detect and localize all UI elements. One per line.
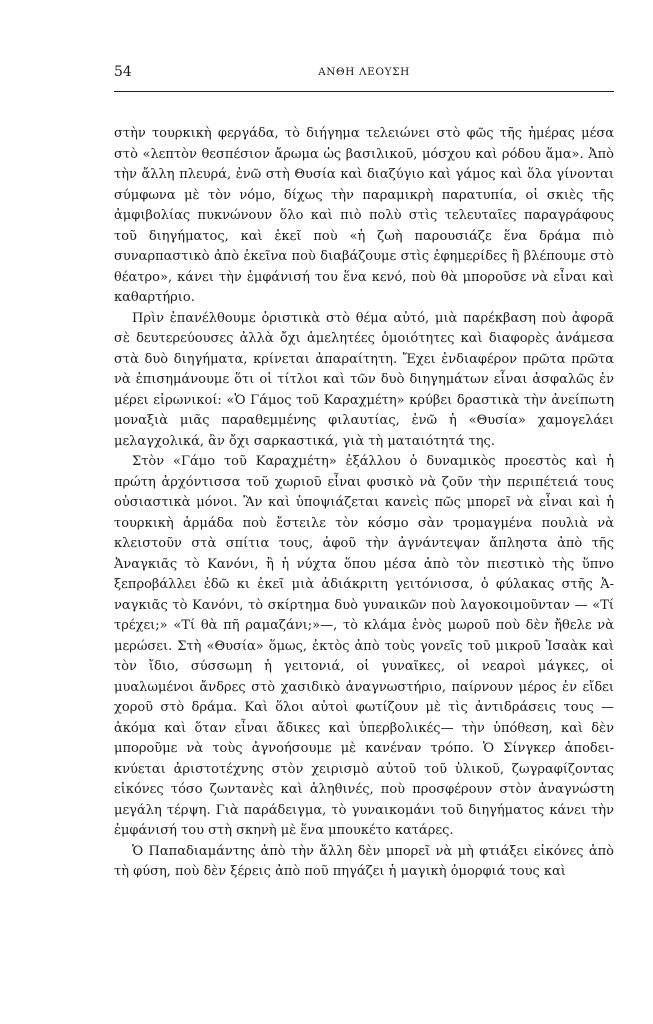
running-title: ΑΝΘΗ ΛΕΟΥΣΗ — [318, 66, 410, 78]
page-header — [114, 64, 614, 86]
page-number: 54 — [114, 64, 132, 80]
paragraph: Πρὶν ἐπανέλθουμε ὁριστικὰ στὸ θέμα αὐτό, μιὰ παρέκβαση ποὺ ἀφορᾶ σὲ δευτερεύουσες ἀλλὰ ὄχι ἀμελητέες ὁμοιότητες καὶ διαφορὲς ἀνάμεσα στὰ δυὸ διηγήματα, κρίνεται ἀπαραίτητη. Ἔχει ἐνδιαφέρον πρῶτα πρῶτα νὰ ἐπισημάνουμε ὅτι οἱ τίτλοι καὶ τῶν δυὸ διηγημάτων εἶναι ἀσφαλῶς ἐν μέρει εἰρωνικοί: «Ὁ Γάμος τοῦ Καραχμέτη» κρύβει δραστικὰ τὴν ἀνείπωτη μοναξιὰ μιᾶς παραθεμμένης φιλαυτίας, ἐνῶ ἡ «Θυσία» χαμογελάει μελαγχολικά, ἂν ὄχι σαρκαστικά, γιὰ τὴ ματαιότητά της. — [114, 310, 614, 449]
paragraph: Ὁ Παπαδιαμάντης ἀπὸ τὴν ἄλλη δὲν μπορεῖ νὰ μὴ φτιάξει εἰκόνες ἀπὸ τὴ φύση, ποὺ δὲν ξέρεις ἀπὸ ποῦ πηγάζει ἡ μαγικὴ ὀμορφιά τους καὶ — [114, 843, 614, 879]
paragraph: στὴν τουρκικὴ φεργάδα, τὸ διήγημα τελειώνει στὸ φῶς τῆς ἡμέρας μέσα στὸ «λεπτὸν θεσπέσιον ἄρωμα ὡς βασιλικοῦ, μόσχου καὶ ρόδου ἅμα». Ἀπὸ τὴν ἄλλη πλευρά, ἐνῶ στὴ Θυσία καὶ διαζύγιο καὶ γάμος καὶ ὅλα γίνονται σύμφωνα μὲ τὸν νόμο, δίχως τὴν παραμικρὴ παρατυπία, οἱ σκιὲς τῆς ἀμφιβολίας πυκνώνουν ὅλο καὶ πιὸ πολὺ στὶς τελευταῖες παραγράφους τοῦ διηγήματος, καὶ ἐκεῖ ποὺ «ἡ ζωὴ παρουσιάζε ἕνα δράμα πιὸ συναρπαστικὸ ἀπὸ ἐκεῖνα ποὺ διαβάζουμε στὶς ἐφημερίδες ἢ βλέπουμε στὸ θέατρο», κάνει τὴν ἐμφάνισή του ἕνα κενό, ποὺ θὰ μποροῦσε νὰ εἶναι καὶ καθαρτήριο. — [114, 126, 614, 305]
header-rule — [114, 91, 614, 92]
body-text — [114, 124, 614, 883]
paragraph: Στὸν «Γάμο τοῦ Καραχμέτη» ἐξάλλου ὁ δυναμικὸς προεστὸς καὶ ἡ πρώτη ἀρχόντισσα τοῦ χωριοῦ εἶναι φυσικὸ νὰ ζοῦν τὴν περιπέτειά τους οὐσιαστικὰ μόνοι. Ἂν καὶ ὑποψιάζεται κανεὶς πῶς μπορεῖ νὰ εἶναι καὶ ἡ τουρκικὴ ἀρμάδα ποὺ ἔστειλε τὸν κόσμο σὰν τρομαγμένα πουλιὰ νὰ κλειστοῦν στὰ σπίτια τους, ἀφοῦ τὴν ἀγνάντεψαν ἄπληστα ἀπὸ τῆς Ἀναγκιᾶς τὸ Κανόνι, ἢ ἡ νύχτα ὅπου μέσα ἀπὸ τὸν πιεστικὸ τὴς ὕπνο ξεπροβάλλει ἐδῶ κι ἐκεῖ μιὰ ἀδιάκριτη γειτόνισσα, ὁ φύλακας στῆς Ἀναγκιᾶς τὸ Κανόνι, τὸ σκίρτημα δυὸ γυναικῶν ποὺ λαγοκοιμοῦνταν — «Τί τρέχει;» «Τί θὰ πῆ ραμαζάνι;»—, τὸ κλάμα ἑνὸς μωροῦ ποὺ δὲν ἤθελε νὰ μερώσει. Στὴ «Θυσία» ὅμως, ἐκτὸς ἀπὸ τοὺς γονεῖς τοῦ μικροῦ Ἰσαὰκ καὶ τὸν ἴδιο, σύσσωμη ἡ γειτονιά, οἱ γυναῖκες, οἱ νεαροὶ μάγκες, οἱ μυαλωμένοι ἄνδρες στὸ χασιδικὸ ἀναγνωστήριο, παίρνουν μέρος ἐν εἴδει χοροῦ στὸ δράμα. Καὶ ὅλοι αὐτοὶ φωτίζουν μὲ τὶς ἀντιδράσεις τους —ἀκόμα καὶ ὅταν εἶναι ἄδικες καὶ ὑπερβολικές— τὴν ὑπόθεση, καὶ δὲν μποροῦμε νὰ τοὺς ἀγνοήσουμε μὲ κανέναν τρόπο. Ὁ Σίνγκερ ἀποδεικνύεται ἀριστοτέχνης στὸν χειρισμὸ αὐτοῦ τοῦ ὑλικοῦ, ζωγραφίζοντας εἰκόνες τόσο ζωντανὲς καὶ ἀληθινές, ποὺ προσφέρουν στὸν ἀναγνώστη μεγάλη τέρψη. Γιὰ παράδειγμα, τὸ γυναικομάνι τοῦ διηγήματος κάνει τὴν ἐμφάνισή του στὴ σκηνὴ μὲ ἕνα μπουκέτο κατάρες. — [114, 454, 614, 838]
